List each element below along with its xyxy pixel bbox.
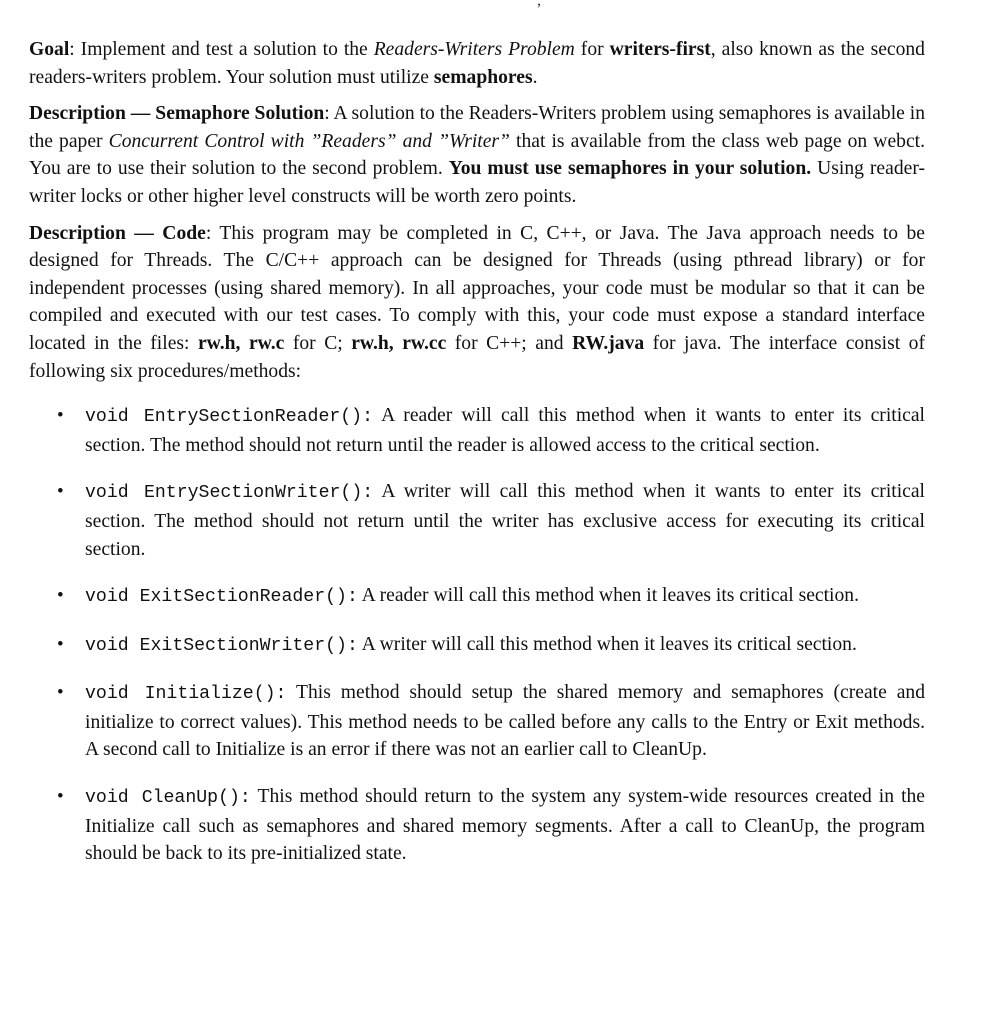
method-description: A writer will call this method when it leaves its critical section. bbox=[357, 633, 857, 655]
java-file: RW.java bbox=[572, 332, 645, 354]
method-signature: void ExitSectionReader(): bbox=[85, 587, 358, 608]
method-signature: void EntrySectionWriter(): bbox=[85, 483, 374, 504]
bullet-icon: • bbox=[57, 405, 64, 427]
method-item bbox=[29, 478, 925, 563]
semaphore-description-label: Description — Semaphore Solution bbox=[29, 103, 325, 125]
goal-label: Goal bbox=[29, 39, 70, 60]
paper-title: Concurrent Control with ”Readers” and ”Writer” bbox=[108, 130, 510, 152]
code-text: : This program may be completed in C, C++, or Java. The Java approach needs to be designed for Threads. The C/C++ approach can be designed for Threads (using pthread library) or for independent processes (using shared memory). In all approaches, your code must be modular so that it can be compiled and executed with our test cases. To comply with this, your code must expose a standard interface located in the files: bbox=[29, 222, 925, 354]
method-description: A reader will call this method when it wants to enter its critical section. The method should not return until the reader is allowed access to the critical section. bbox=[85, 405, 925, 456]
code-description-label: Description — Code bbox=[29, 222, 206, 244]
goal-paragraph bbox=[29, 36, 925, 91]
semaphore-text-3: Using reader-writer locks or other higher level constructs will be worth zero points. bbox=[29, 158, 925, 207]
semaphore-text-2: that is available from the class web page on webct. You are to use their solution to the second problem. bbox=[29, 130, 925, 180]
method-signature: void Initialize(): bbox=[85, 684, 287, 705]
semaphore-description-paragraph bbox=[29, 100, 925, 210]
bullet-icon: • bbox=[57, 481, 64, 503]
method-description: A reader will call this method when it leaves its critical section. bbox=[357, 585, 859, 607]
semaphores-term: semaphores bbox=[433, 66, 533, 88]
method-item bbox=[29, 783, 925, 868]
bullet-icon: • bbox=[57, 585, 64, 607]
method-item bbox=[29, 679, 925, 764]
method-signature: void CleanUp(): bbox=[85, 788, 251, 809]
method-item bbox=[29, 402, 925, 459]
cpp-files: rw.h, rw.cc bbox=[351, 332, 447, 354]
method-item bbox=[29, 582, 925, 612]
method-list bbox=[29, 402, 925, 868]
page-top-mark: , bbox=[537, 0, 541, 9]
bullet-icon: • bbox=[57, 786, 64, 808]
code-text-2: for C; bbox=[284, 332, 352, 354]
method-signature: void EntrySectionReader(): bbox=[85, 407, 374, 428]
problem-name: Readers-Writers Problem bbox=[373, 39, 575, 60]
bullet-icon: • bbox=[57, 633, 64, 655]
goal-text-3: , also known as the second readers-writers problem. Your solution must utilize bbox=[29, 39, 925, 88]
code-text-3: for C++; and bbox=[446, 332, 573, 354]
variant-name: writers-first bbox=[609, 39, 711, 60]
goal-text-2: for bbox=[574, 39, 610, 60]
method-description: This method should setup the shared memory and semaphores (create and initialize to correct values). This method needs to be called before any calls to the Entry or Exit methods. A second call to Initialize is an error if there was not an earlier call to CleanUp. bbox=[85, 682, 925, 761]
code-text-4: for java. The interface consist of following six procedures/methods: bbox=[29, 332, 925, 382]
method-description: This method should return to the system any system-wide resources created in the Initialize call such as semaphores and shared memory segments. After a call to CleanUp, the program should be back to its pre-initialized state. bbox=[85, 786, 926, 865]
must-use-semaphores: You must use semaphores in your solution. bbox=[448, 158, 812, 180]
goal-text: : Implement and test a solution to the bbox=[69, 39, 374, 60]
bullet-icon: • bbox=[57, 682, 64, 704]
method-signature: void ExitSectionWriter(): bbox=[85, 635, 358, 656]
method-item bbox=[29, 631, 925, 661]
assignment-document bbox=[29, 40, 925, 887]
method-description: A writer will call this method when it wants to enter its critical section. The method should not return until the writer has exclusive access for executing its critical section. bbox=[85, 481, 925, 560]
c-files: rw.h, rw.c bbox=[197, 332, 285, 354]
code-description-paragraph bbox=[29, 220, 925, 386]
semaphore-text: : A solution to the Readers-Writers problem using semaphores is available in the paper bbox=[29, 103, 925, 152]
goal-text-4: . bbox=[532, 66, 538, 88]
